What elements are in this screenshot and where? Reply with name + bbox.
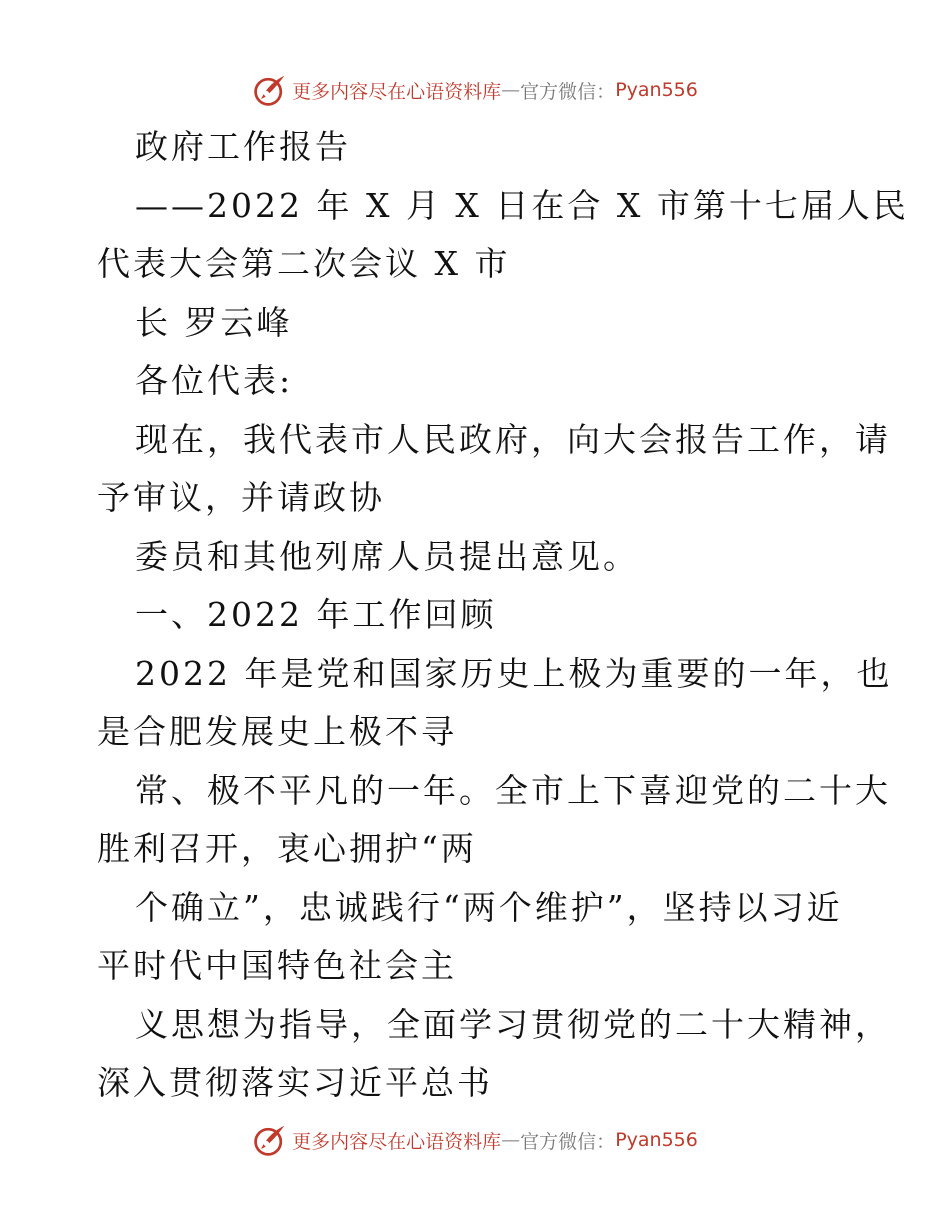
watermark-wechat-id: Pyan556	[615, 79, 698, 101]
watermark-wechat-id: Pyan556	[615, 1129, 698, 1151]
speaker-line: 长 罗云峰	[135, 302, 293, 342]
paragraph-line: 常、极不平凡的一年。全市上下喜迎党的二十大	[135, 770, 891, 810]
salutation: 各位代表:	[135, 361, 294, 400]
watermark-official-label: 官方微信：	[520, 1130, 616, 1153]
paragraph-line: 平时代中国特色社会主	[97, 946, 457, 985]
watermark-official-label: 官方微信：	[520, 80, 616, 103]
quill-logo-icon	[252, 1122, 288, 1158]
paragraph-line: 予审议，并请政协	[97, 478, 385, 517]
paragraph-line: 2022 年是党和国家历史上极为重要的一年，也	[135, 653, 893, 693]
footer-watermark	[0, 1120, 950, 1160]
watermark-dash: —	[501, 1129, 521, 1151]
watermark-dash: —	[501, 79, 521, 101]
paragraph-line: 现在，我代表市人民政府，向大会报告工作，请	[135, 419, 891, 459]
paragraph-line: 深入贯彻落实习近平总书	[97, 1063, 493, 1102]
subtitle-line-1: ——2022 年 X 月 X 日在合 X 市第十七届人民	[135, 185, 909, 225]
section-heading: 一、2022 年工作回顾	[135, 595, 497, 634]
paragraph-line: 义思想为指导，全面学习贯彻党的二十大精神，	[135, 1004, 891, 1044]
paragraph-line: 个确立”，忠诚践行“两个维护”，坚持以习近	[135, 887, 843, 927]
paragraph-line: 委员和其他列席人员提出意见。	[135, 536, 639, 576]
document-body	[97, 118, 909, 1113]
paragraph-line: 胜利召开，衷心拥护“两	[97, 829, 477, 868]
header-watermark	[0, 70, 950, 110]
quill-logo-icon	[252, 72, 288, 108]
document-title: 政府工作报告	[135, 127, 351, 166]
watermark-text: 更多内容尽在心语资料库	[292, 1130, 502, 1153]
watermark-text: 更多内容尽在心语资料库	[292, 80, 502, 103]
paragraph-line: 是合肥发展史上极不寻	[97, 712, 457, 751]
subtitle-line-2: 代表大会第二次会议 X 市	[97, 244, 511, 283]
